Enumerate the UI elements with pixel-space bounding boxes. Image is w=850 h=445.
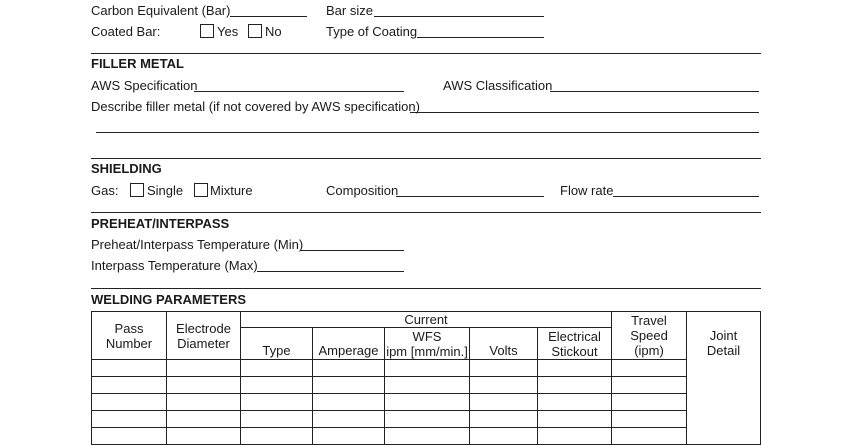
flow-rate-field[interactable] — [613, 196, 759, 197]
interpass-max-label: Interpass Temperature (Max) — [91, 258, 258, 273]
divider — [91, 212, 761, 213]
electrode-diameter-header: Electrode Diameter — [167, 312, 241, 360]
table-cell[interactable] — [167, 360, 241, 377]
yes-checkbox[interactable] — [200, 24, 214, 38]
describe-filler-field[interactable] — [410, 112, 759, 113]
table-cell[interactable] — [167, 428, 241, 445]
table-cell[interactable] — [538, 360, 612, 377]
table-cell[interactable] — [470, 428, 538, 445]
table-cell[interactable] — [92, 394, 167, 411]
composition-label: Composition — [326, 183, 399, 198]
yes-label: Yes — [217, 24, 239, 39]
aws-classification-field[interactable] — [550, 91, 759, 92]
table-cell[interactable] — [538, 377, 612, 394]
table-cell[interactable] — [241, 360, 313, 377]
composition-field[interactable] — [396, 196, 544, 197]
preheat-min-field[interactable] — [300, 250, 404, 251]
flow-rate-label: Flow rate — [560, 183, 614, 198]
wfs-header: WFS ipm [mm/min.] — [386, 328, 468, 359]
joint-detail-cell[interactable]: Joint Detail — [687, 312, 761, 445]
table-cell[interactable] — [385, 394, 470, 411]
table-cell[interactable] — [538, 394, 612, 411]
table-cell[interactable] — [313, 428, 385, 445]
aws-classification-label: AWS Classification — [443, 78, 553, 93]
preheat-interpass-heading: PREHEAT/INTERPASS — [91, 216, 230, 231]
interpass-max-field[interactable] — [257, 271, 404, 272]
aws-specification-field[interactable] — [194, 91, 404, 92]
table-cell[interactable] — [167, 411, 241, 428]
table-cell[interactable] — [92, 411, 167, 428]
table-row — [92, 360, 761, 377]
table-cell[interactable] — [612, 428, 687, 445]
table-row — [92, 394, 761, 411]
type-of-coating-label: Type of Coating — [326, 24, 418, 39]
table-cell[interactable] — [92, 360, 167, 377]
table-cell[interactable] — [612, 411, 687, 428]
mixture-checkbox[interactable] — [194, 183, 208, 197]
table-cell[interactable] — [470, 394, 538, 411]
table-cell[interactable] — [313, 394, 385, 411]
table-cell[interactable] — [241, 428, 313, 445]
gas-label: Gas: — [91, 183, 119, 198]
divider — [91, 53, 761, 54]
welding-parameters-table — [91, 311, 761, 445]
bar-size-label: Bar size — [326, 3, 373, 18]
divider — [91, 288, 761, 289]
table-cell[interactable] — [612, 394, 687, 411]
volts-header: Volts — [470, 328, 538, 360]
table-cell[interactable] — [313, 411, 385, 428]
table-cell[interactable] — [470, 411, 538, 428]
table-cell[interactable] — [538, 428, 612, 445]
pass-number-header: Pass Number — [92, 312, 167, 360]
table-cell[interactable] — [385, 377, 470, 394]
divider — [91, 158, 761, 159]
single-label: Single — [147, 183, 184, 198]
describe-filler-label: Describe filler metal (if not covered by AWS specification) — [91, 99, 420, 114]
no-checkbox[interactable] — [248, 24, 262, 38]
table-cell[interactable] — [385, 360, 470, 377]
table-cell[interactable] — [470, 377, 538, 394]
table-cell[interactable] — [241, 394, 313, 411]
current-header: Current — [241, 312, 612, 328]
bar-size-field[interactable] — [374, 16, 544, 17]
type-of-coating-field[interactable] — [417, 37, 544, 38]
table-row — [92, 411, 761, 428]
no-label: No — [265, 24, 282, 39]
table-cell[interactable] — [385, 428, 470, 445]
table-row — [92, 377, 761, 394]
table-cell[interactable] — [313, 360, 385, 377]
describe-filler-field-line-2[interactable] — [96, 132, 759, 133]
coated-bar-label: Coated Bar: — [91, 24, 161, 39]
table-cell[interactable] — [167, 377, 241, 394]
mixture-label: Mixture — [210, 183, 253, 198]
table-cell[interactable] — [385, 411, 470, 428]
single-checkbox[interactable] — [130, 183, 144, 197]
carbon-equivalent-label: Carbon Equivalent (Bar) — [91, 3, 231, 18]
table-row — [92, 428, 761, 445]
table-cell[interactable] — [470, 360, 538, 377]
amperage-header: Amperage — [313, 328, 385, 360]
table-cell[interactable] — [92, 428, 167, 445]
type-header: Type — [241, 328, 313, 360]
table-cell[interactable] — [92, 377, 167, 394]
table-cell[interactable] — [313, 377, 385, 394]
table-cell[interactable] — [241, 377, 313, 394]
table-cell[interactable] — [167, 394, 241, 411]
filler-metal-heading: FILLER METAL — [91, 56, 184, 71]
carbon-equivalent-field[interactable] — [230, 16, 307, 17]
table-cell[interactable] — [612, 377, 687, 394]
travel-speed-header: Travel Speed (ipm) — [612, 312, 687, 360]
table-cell[interactable] — [241, 411, 313, 428]
table-cell[interactable] — [612, 360, 687, 377]
table-cell[interactable] — [538, 411, 612, 428]
aws-specification-label: AWS Specification — [91, 78, 198, 93]
electrical-stickout-header: Electrical Stickout — [538, 328, 612, 360]
shielding-heading: SHIELDING — [91, 161, 162, 176]
preheat-min-label: Preheat/Interpass Temperature (Min) — [91, 237, 304, 252]
welding-parameters-heading: WELDING PARAMETERS — [91, 292, 247, 307]
